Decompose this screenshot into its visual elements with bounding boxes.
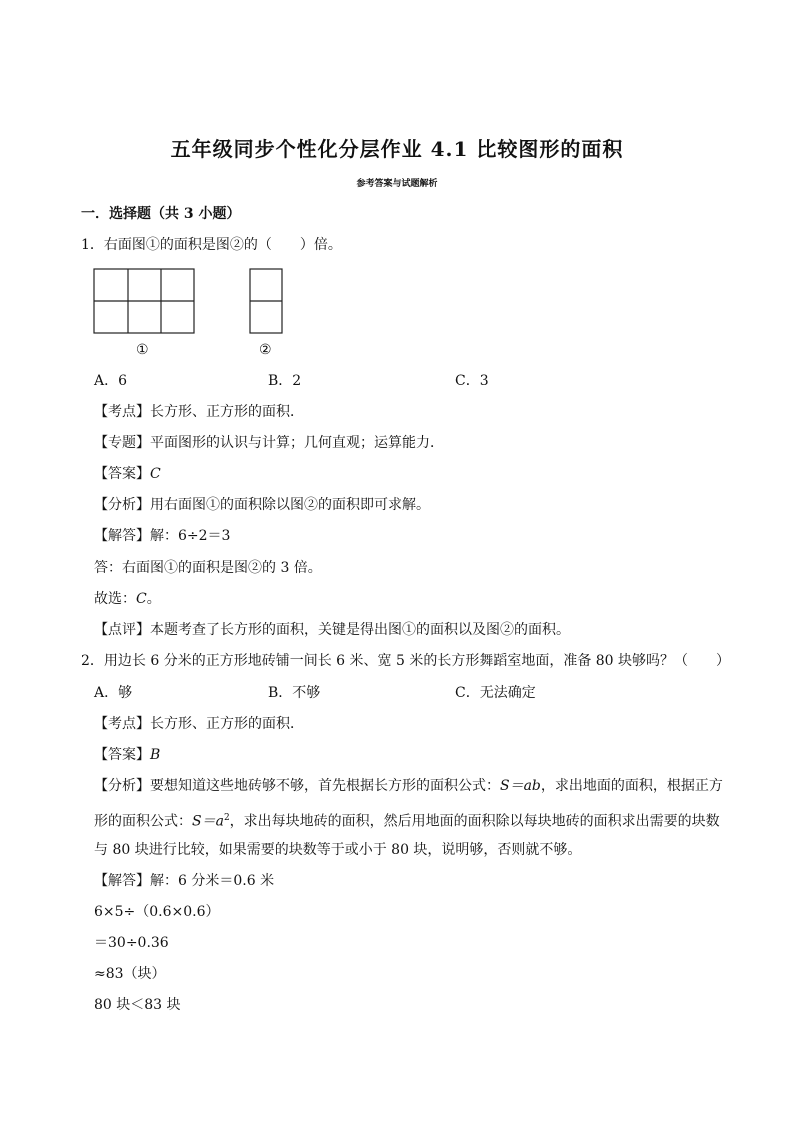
daan-tag: 【答案】 — [94, 747, 150, 763]
fenxi-text-2b: ，求出每块地砖的面积，然后用地面的面积除以每块地砖的面积求出需要的块数 — [229, 813, 720, 830]
q2-kaodian — [94, 714, 304, 734]
q2-calc-line-4: 80 块＜83 块 — [94, 997, 181, 1013]
guxuan-value: C — [136, 591, 147, 607]
section-heading: 一．选择题（共 3 小题） — [81, 206, 241, 222]
q2-fenxi-line3: 与 80 块进行比较，如果需要的块数等于或小于 80 块，说明够，否则就不够。 — [94, 842, 582, 858]
formula-square-exponent: 2 — [223, 813, 230, 823]
q2-jieda — [94, 871, 274, 891]
q2-calc-line-3: ≈83（块） — [94, 966, 166, 982]
jieda-tag: 【解答】 — [94, 528, 150, 544]
q1-jieda — [94, 526, 230, 546]
guxuan-prefix: 故选： — [94, 591, 136, 607]
kaodian-text: 长方形、正方形的面积． — [150, 404, 304, 420]
guxuan-suffix: 。 — [146, 591, 161, 607]
fenxi-tag: 【分析】 — [94, 497, 150, 513]
q1-answer-line: 答：右面图①的面积是图②的 3 倍。 — [94, 560, 322, 576]
fenxi-text-1b: ，求出地面的面积，根据正方 — [540, 778, 723, 794]
kaodian-tag: 【考点】 — [94, 404, 150, 420]
formula-square-area: S＝a — [192, 813, 224, 830]
kaodian-text: 长方形、正方形的面积． — [150, 716, 304, 732]
q2-fenxi-line1 — [94, 776, 723, 796]
figure-1-grid — [94, 269, 194, 333]
q1-daan — [94, 464, 161, 484]
zhuanti-tag: 【专题】 — [94, 435, 150, 451]
q2-option-c: C．无法确定 — [455, 685, 536, 701]
q2-fenxi-line2 — [94, 808, 720, 832]
figure-1-label: ① — [136, 342, 149, 358]
q1-kaodian — [94, 402, 304, 422]
q1-zhuanti — [94, 433, 444, 453]
q1-option-b: B．2 — [268, 373, 302, 389]
daan-text: B — [150, 747, 161, 763]
zhuanti-text: 平面图形的认识与计算；几何直观；运算能力． — [150, 435, 444, 451]
q2-calc-line-1: 6×5÷（0.6×0.6） — [94, 904, 220, 920]
daan-tag: 【答案】 — [94, 466, 150, 482]
formula-rect-area: S＝ab — [500, 778, 541, 794]
fenxi-text: 用右面图①的面积除以图②的面积即可求解。 — [150, 497, 430, 513]
q2-stem: 2．用边长 6 分米的正方形地砖铺一间长 6 米、宽 5 米的长方形舞蹈室地面，准备 80 块够吗？（ ） — [81, 653, 731, 669]
q1-option-c: C．3 — [455, 373, 489, 389]
q1-dianping — [94, 620, 570, 640]
q1-fenxi — [94, 495, 430, 515]
fenxi-text-2a: 形的面积公式： — [94, 813, 192, 830]
jieda-text: 解：6÷2＝3 — [150, 528, 231, 544]
fenxi-text-1a: 要想知道这些地砖够不够，首先根据长方形的面积公式： — [150, 778, 500, 794]
jieda-tag: 【解答】 — [94, 873, 150, 889]
page-title: 五年级同步个性化分层作业 4.1 比较图形的面积 — [170, 137, 624, 161]
q2-option-a: A．够 — [94, 685, 133, 701]
fenxi-tag: 【分析】 — [94, 778, 150, 794]
page-subtitle: 参考答案与试题解析 — [356, 179, 438, 189]
figure-2-grid — [250, 269, 282, 333]
dianping-text: 本题考查了长方形的面积，关键是得出图①的面积以及图②的面积。 — [150, 622, 570, 638]
daan-text: C — [150, 466, 161, 482]
kaodian-tag: 【考点】 — [94, 716, 150, 732]
q2-daan — [94, 745, 160, 765]
dianping-tag: 【点评】 — [94, 622, 150, 638]
q1-option-a: A．6 — [94, 373, 128, 389]
q2-calc-line-2: ＝30÷0.36 — [94, 935, 169, 951]
jieda-text: 解：6 分米＝0.6 米 — [150, 873, 275, 889]
q2-option-b: B．不够 — [268, 685, 321, 701]
q1-stem: 1．右面图①的面积是图②的（ ）倍。 — [81, 237, 342, 253]
q1-guxuan — [94, 589, 161, 609]
figure-2-label: ② — [259, 342, 272, 358]
